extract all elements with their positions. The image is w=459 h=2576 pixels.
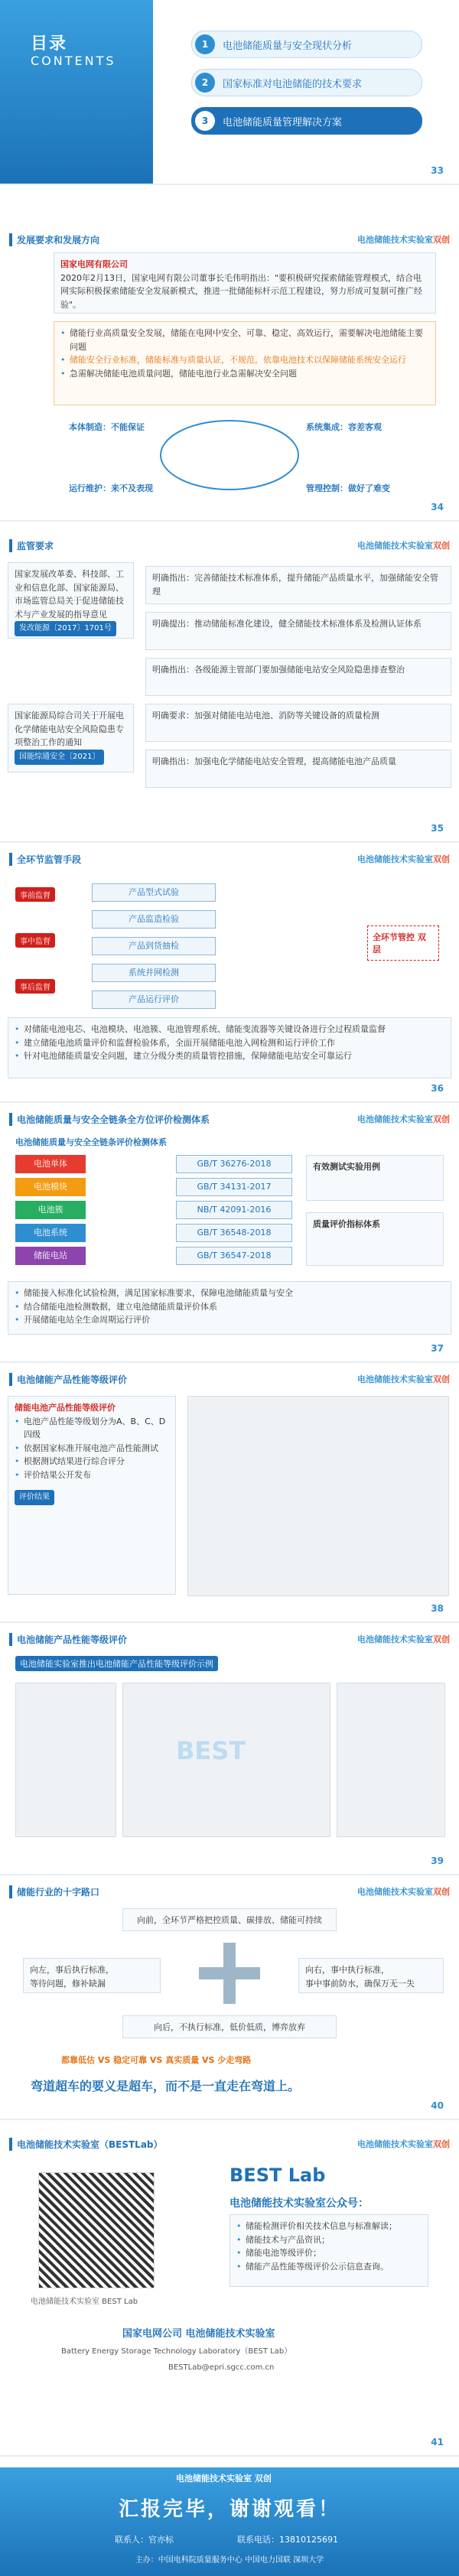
slide-title: 电池储能质量与安全全链条全方位评价检测体系	[9, 1113, 210, 1126]
right-tag: 全环节管控 双层	[367, 925, 439, 961]
brand-logo: 电池储能技术实验室双创	[357, 235, 450, 245]
stage-5: 产品运行评价	[92, 990, 216, 1009]
best-watermark: BEST	[176, 1736, 246, 1765]
page-number: 38	[431, 1603, 444, 1614]
req-row-3: 明确指出：各级能源主管部门要加强储能电站安全风险隐患排查整治	[145, 658, 451, 696]
req-row-2: 明确提出：推动储能标准化建设，健全储能技术标准体系及检测认证体系	[145, 612, 451, 650]
bullet-3: • 开展储能电站全生命周期运行评价	[15, 1313, 444, 1327]
left-panel: 储能电池产品性能等级评价 • 电池产品性能等级划分为A、B、C、D四级 • 依据国家标准开展电池产品性能测试 • 根据测试结果进行综合评分 • 评价结果公开发布 评价结果	[8, 1396, 176, 1595]
slide-title: 电池储能产品性能等级评价	[9, 1633, 127, 1646]
slide-header	[0, 1109, 459, 1129]
certificate-image-3	[337, 1683, 445, 1837]
slide-header	[0, 535, 459, 555]
contact-a: 联系人：官亦标	[115, 2535, 174, 2545]
sub-label-1: 本体制造：不能保证	[69, 422, 145, 432]
system-title: 电池储能质量与安全全链条评价检测体系	[15, 1137, 167, 1147]
right-box-2: 质量评价指标体系	[306, 1212, 444, 1266]
left-tag-2: 事中监督	[15, 933, 55, 948]
std-1: GB/T 36276-2018	[176, 1155, 292, 1173]
bullet-2: • 结合储能电池检测数据，建立电池储能质量评价体系	[15, 1300, 444, 1314]
toc-subtitle: CONTENTS	[31, 54, 116, 68]
left-title: 储能电池产品性能等级评价	[15, 1403, 116, 1413]
slide-title: 电池储能产品性能等级评价	[9, 1373, 127, 1386]
page-number: 37	[431, 1343, 444, 1354]
sub-label-2: 系统集成：容差客观	[306, 422, 382, 432]
slide-36	[0, 849, 459, 1103]
slide-title: 全环节监管手段	[9, 853, 81, 866]
toc-header	[0, 0, 153, 184]
policy-text-2: 国家能源局综合司关于开展电化学储能电站安全风险隐患专项整治工作的通知	[15, 711, 124, 748]
table-image	[187, 1396, 449, 1596]
policy-box-2	[8, 704, 134, 772]
vs-strip: 都靠低估 VS 稳定可靠 VS 真实质量 VS 少走弯路	[61, 2055, 252, 2065]
bullet-3: • 针对电池储能质量安全问题，建立分级分类的质量管控措施，保障储能电站安全可靠运行	[15, 1049, 444, 1063]
org-en: Battery Energy Storage Technology Laboratory（BEST Lab）	[61, 2347, 292, 2356]
std-5: GB/T 36547-2018	[176, 1247, 292, 1265]
slide-37	[0, 1109, 459, 1363]
point-1: • 储能行业高质量安全发展，储能在电网中安全、可靠、稳定、高效运行，需要解决电池储能主要问题	[60, 327, 429, 353]
pub-title: 电池储能技术实验室公众号：	[230, 2197, 369, 2210]
brand-logo: 电池储能技术实验室双创	[357, 541, 450, 551]
brand-logo: 电池储能技术实验室双创	[357, 854, 450, 864]
stage-2: 产品监造检验	[92, 910, 216, 929]
right-box-1: 有效测试实验用例	[306, 1155, 444, 1201]
email: BESTLab@epri.sgcc.com.cn	[168, 2363, 275, 2372]
qr-code	[38, 2172, 155, 2288]
slide-title: 发展要求和发展方向	[9, 233, 99, 246]
level-5: 储能电站	[15, 1247, 86, 1265]
bullet-box	[8, 1281, 451, 1335]
slide-header	[0, 849, 459, 869]
slide-title: 电池储能技术实验室（BESTLab）	[9, 2138, 163, 2151]
toc-label: 国家标准对电池储能的技术要求	[223, 78, 363, 90]
req-row-5: 明确指出：加强电化学储能电站安全管理，提高储能电池产品质量	[145, 750, 451, 788]
footer-text: 主办：中国电科院质量服务中心 中国电力国联 深圳大学	[135, 2556, 324, 2565]
page-number: 36	[431, 1083, 444, 1094]
point-2: • 储能安全行业标准，储能标准与质量认证，不规范，依靠电池技术以保障储能系统安全运行	[60, 353, 429, 367]
slide-header	[0, 229, 459, 249]
contact-b: 联系电话：13810125691	[237, 2535, 338, 2545]
slide-34	[0, 229, 459, 522]
quote-tag: 评价结果	[15, 1490, 54, 1505]
brand-logo: 电池储能技术实验室双创	[357, 2139, 450, 2149]
std-3: NB/T 42091-2016	[176, 1201, 292, 1219]
req-row-1: 明确指出：完善储能技术标准体系，提升储能产品质量水平，加强储能安全管理	[145, 566, 451, 604]
level-3: 电池簇	[15, 1201, 86, 1219]
org-name: 国家电网公司 电池储能技术实验室	[122, 2328, 275, 2340]
toc-num: 2	[195, 73, 215, 93]
toc-label: 电池储能质量与安全现状分析	[223, 40, 353, 52]
toc-num: 1	[195, 34, 215, 54]
point-3: • 急需解决储能电池质量问题，储能电池行业急需解决安全问题	[60, 367, 429, 381]
slide-35	[0, 535, 459, 843]
slide-40	[0, 1882, 459, 2120]
slide-title: 储能行业的十字路口	[9, 1885, 99, 1898]
brand-logo: 电池储能技术实验室双创	[357, 1634, 450, 1644]
level-4: 电池系统	[15, 1224, 86, 1242]
final-slide	[0, 2467, 459, 2576]
sub-label-3: 运行维护：来不及表现	[69, 483, 153, 493]
slide-header	[0, 1882, 459, 1901]
page-number: 35	[431, 823, 444, 834]
stage-3: 产品到货抽检	[92, 937, 216, 955]
page-number: 40	[431, 2100, 444, 2111]
toc-slide	[0, 0, 459, 185]
req-row-4: 明确要求：加强对储能电站电池、消防等关键设备的质量检测	[145, 704, 451, 742]
certificate-image-1	[15, 1683, 116, 1837]
page-number: 39	[431, 1856, 444, 1866]
policy-tag-1: 发改能源〔2017〕1701号	[15, 621, 116, 636]
std-2: GB/T 34131-2017	[176, 1178, 292, 1196]
qr-label: 电池储能技术实验室 BEST Lab	[31, 2298, 138, 2306]
slide-header	[0, 1369, 459, 1389]
stage-4: 系统并网检测	[92, 964, 216, 982]
page-number: 33	[431, 165, 444, 176]
page-number: 34	[431, 502, 444, 512]
best-logo: BEST Lab	[230, 2165, 326, 2186]
toc-item-1[interactable]	[191, 31, 422, 58]
toc-title: 目录	[31, 34, 68, 54]
toc-item-3[interactable]	[191, 107, 422, 135]
dir-right: 向右，事中执行标准， 事中事前防水，确保万无一失	[298, 1958, 444, 1993]
brand-logo: 电池储能技术实验室双创	[357, 1887, 450, 1897]
slogan: 弯道超车的要义是超车，而不是一直走在弯道上。	[31, 2079, 301, 2093]
toc-label: 电池储能质量管理解决方案	[223, 116, 343, 128]
brand-logo: 电池储能技术实验室双创	[357, 1114, 450, 1124]
slide-header	[0, 2134, 459, 2154]
brand-logo: 电池储能技术实验室双创	[357, 1374, 450, 1384]
slide-39	[0, 1629, 459, 1875]
cycle-diagram	[153, 413, 306, 497]
dir-up: 向前，全环节严格把控质量、碳排放、储能可持续	[122, 1908, 337, 1931]
toc-item-2[interactable]	[191, 69, 422, 96]
thanks-text: 汇报完毕，谢谢观看！	[118, 2498, 340, 2521]
policy-text-1: 国家发展改革委、科技部、工业和信息化部、国家能源局、市场监管总局关于促进储能技术与产业发展的指导意见	[15, 569, 124, 620]
bullet-2: • 建立储能电池质量评价和监督检验体系，全面开展储能电池入网检测和运行评价工作	[15, 1036, 444, 1050]
slide-38	[0, 1369, 459, 1623]
left-tag-1: 事前监督	[15, 887, 55, 902]
page-number: 41	[431, 2437, 444, 2448]
bullet-1: • 对储能电池电芯、电池模块、电池簇、电池管理系统、储能变流器等关键设备进行全过程质量监督	[15, 1023, 444, 1036]
slide-41	[0, 2134, 459, 2457]
policy-box-1	[8, 562, 134, 639]
final-logo: 电池储能技术实验室 双创	[176, 2474, 272, 2483]
org-name: 国家电网有限公司	[60, 259, 128, 269]
dir-left: 向左，事后执行标准， 等待问题，修补缺漏	[23, 1958, 161, 1993]
sub-label-4: 管理控制：做好了难变	[306, 483, 390, 493]
slide-title: 监管要求	[9, 539, 54, 552]
intro-box	[54, 252, 436, 314]
slide-header	[0, 1629, 459, 1649]
intro-text: 2020年2月13日，国家电网有限公司董事长毛伟明指出："要积极研究探索储能管理模式，结合电网实际积极探索储能安全发展新模式，推进一批储能标杆示范工程建设，努力形成可复制可推广经验"。	[60, 272, 422, 310]
dir-down: 向后，不执行标准，低价低质，博弈放弃	[122, 2015, 337, 2038]
level-2: 电池模块	[15, 1178, 86, 1196]
std-4: GB/T 36548-2018	[176, 1224, 292, 1242]
policy-tag-2: 国能综通安全〔2021〕	[15, 750, 104, 765]
level-1: 电池单体	[15, 1155, 86, 1173]
pub-list: • 储能检测评价相关技术信息与标准解读； • 储能技术与产品资讯； • 储能电池等级评价； • 储能产品性能等级评价公示信息查询。	[230, 2214, 428, 2287]
banner: 电池储能实验室推出电池储能产品性能等级评价示例	[15, 1656, 218, 1671]
stage-1: 产品型式试验	[92, 883, 216, 902]
left-tag-3: 事后监督	[15, 979, 55, 994]
toc-num: 3	[195, 111, 215, 131]
bullet-box	[8, 1017, 451, 1078]
bullet-1: • 储能接入标准化试验检测，满足国家标准要求，保障电池储能质量与安全	[15, 1286, 444, 1300]
points-box	[54, 321, 436, 405]
crossroad-icon	[199, 1943, 260, 2004]
